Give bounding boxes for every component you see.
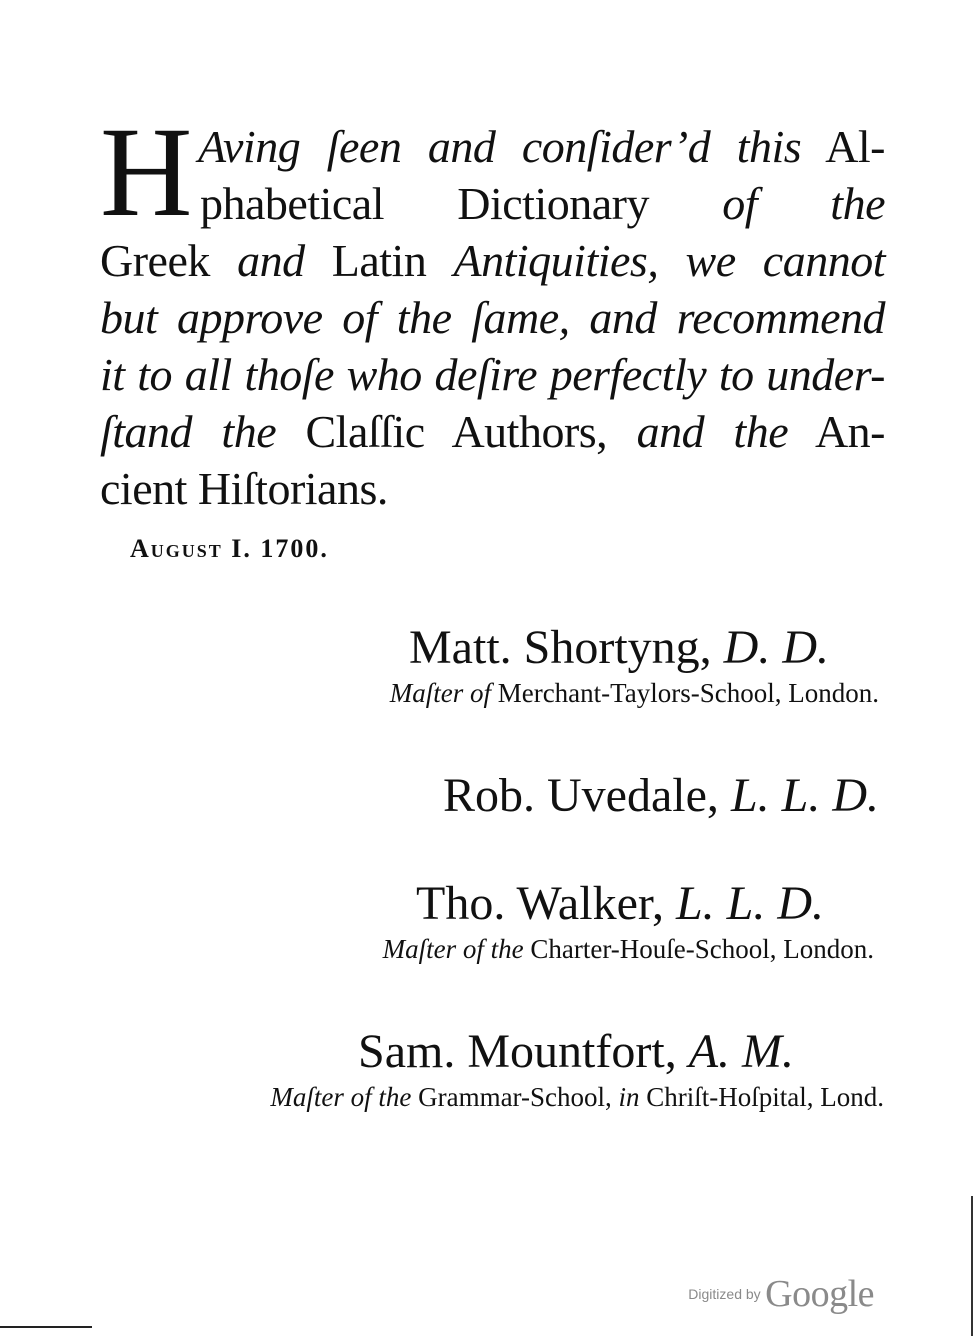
page-edge-line: [971, 1196, 973, 1336]
approbation-line-3: Greek and Latin Antiquities, we cannot: [100, 235, 885, 286]
approbation-date: August I. 1700.: [130, 534, 329, 563]
approbation-line-6: ſtand the Claſſic Authors, and the An-: [100, 406, 885, 457]
approbation-paragraph: [100, 101, 885, 517]
digitized-by-label: Digitized by: [688, 1286, 761, 1302]
signature-title: Maſter of Merchant-Taylors-School, London.: [389, 678, 879, 708]
signature-uvedale: [443, 768, 879, 824]
approbation-line-5: it to all thoſe who deſire perfectly to under-: [100, 349, 885, 400]
bottom-left-rule: [0, 1326, 92, 1328]
google-logo: Google: [765, 1273, 874, 1315]
signature-mountfort: [270, 1024, 884, 1114]
approbation-line-4: but approve of the ſame, and recommend: [100, 292, 885, 343]
drop-cap: H: [100, 101, 192, 243]
signature-shortyng: [389, 620, 879, 710]
signature-title: Maſter of the Grammar-School, in Chriſt-Hoſpital, Lond.: [270, 1082, 884, 1112]
digitized-watermark: [688, 1272, 874, 1316]
signature-title: Maſter of the Charter-Houſe-School, London.: [382, 934, 874, 964]
signature-name: Matt. Shortyng, D. D.: [409, 621, 829, 674]
approbation-line-7: cient Hiſtorians.: [100, 463, 388, 514]
approbation-line-2: phabetical Dictionary of the: [200, 178, 885, 229]
signature-walker: [382, 876, 874, 966]
signature-name: Rob. Uvedale, L. L. D.: [443, 769, 879, 822]
signature-name: Sam. Mountfort, A. M.: [358, 1025, 794, 1078]
signature-name: Tho. Walker, L. L. D.: [416, 877, 824, 930]
approbation-line-1: Aving ſeen and conſider’d this Al-: [197, 121, 885, 172]
